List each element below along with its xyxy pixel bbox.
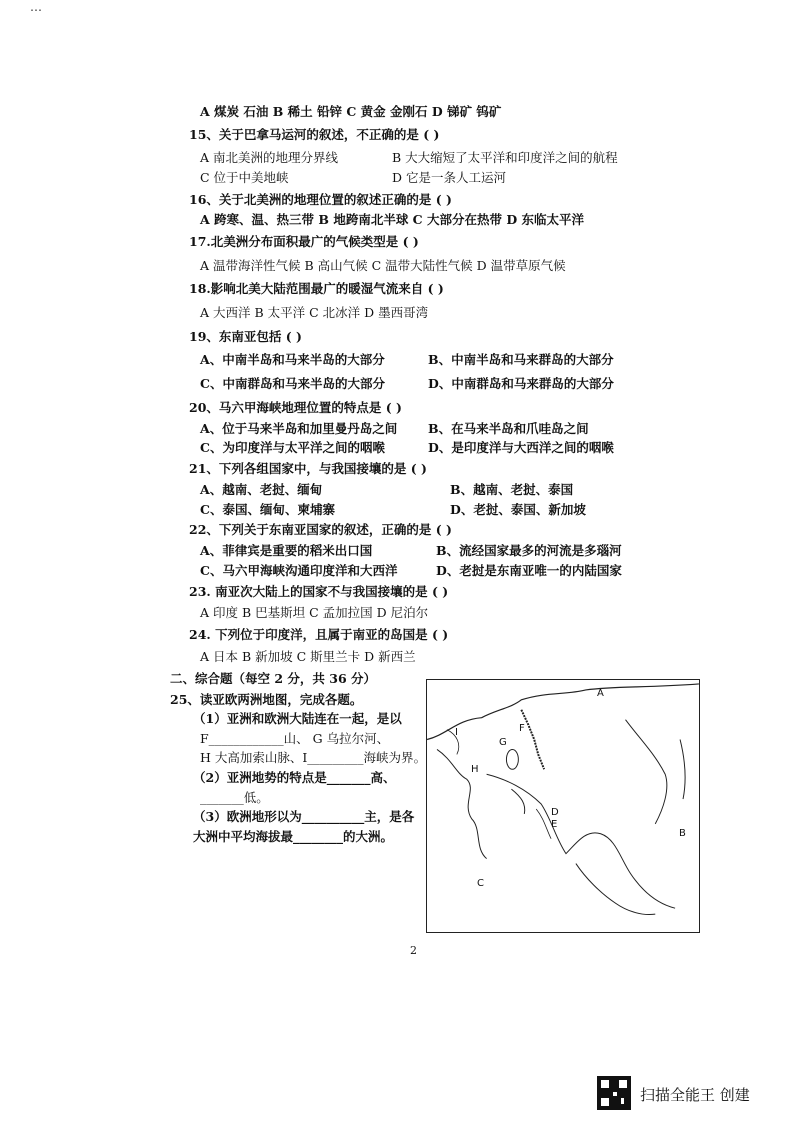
map-label: E (551, 819, 558, 830)
text-line: A 日本 B 新加坡 C 斯里兰卡 D 新西兰 (200, 649, 416, 664)
text-line: 15、关于巴拿马运河的叙述，不正确的是 ( ) (189, 127, 440, 142)
text-line: 17.北美洲分布面积最广的气候类型是 ( ) (189, 234, 419, 249)
text-line: C、中南群岛和马来半岛的大部分 (200, 376, 385, 391)
text-line: A 跨寒、温、热三带 B 地跨南北半球 C 大部分在热带 D 东临太平洋 (200, 212, 585, 227)
map-label: C (477, 878, 484, 889)
text-line: C、为印度洋与太平洋之间的咽喉 (200, 440, 385, 455)
text-line: A 南北美洲的地理分界线 (200, 150, 339, 165)
eurasia-map (426, 679, 700, 933)
text-line: 19、东南亚包括 ( ) (189, 329, 302, 344)
text-line: A、菲律宾是重要的稻米出口国 (200, 543, 373, 558)
text-line: 23. 南亚次大陆上的国家不与我国接壤的是 ( ) (189, 584, 449, 599)
map-label: F (519, 723, 525, 734)
qr-code-icon (597, 1076, 631, 1110)
text-line: A、中南半岛和马来半岛的大部分 (200, 352, 385, 367)
text-line: 大洲中平均海拔最________的大洲。 (193, 829, 394, 844)
text-line: B、越南、老挝、泰国 (450, 482, 574, 497)
scanner-watermark: 扫描全能王 创建 (640, 1086, 750, 1104)
text-line: _______低。 (200, 790, 269, 805)
text-line: D、老挝是东南亚唯一的内陆国家 (436, 563, 622, 578)
map-label: D (551, 807, 559, 818)
text-line: H 大高加索山脉、I_________海峡为界。 (200, 750, 427, 765)
text-line: （2）亚洲地势的特点是_______高、 (193, 770, 396, 785)
header-fragment: … (30, 0, 42, 14)
text-line: D、中南群岛和马来群岛的大部分 (428, 376, 614, 391)
text-line: 16、关于北美洲的地理位置的叙述正确的是 ( ) (189, 192, 452, 207)
text-line: B、中南半岛和马来群岛的大部分 (428, 352, 614, 367)
text-line: 24. 下列位于印度洋，且属于南亚的岛国是 ( ) (189, 627, 449, 642)
text-line: 21、下列各组国家中，与我国接壤的是 ( ) (189, 461, 427, 476)
text-line: C、马六甲海峡沟通印度洋和大西洋 (200, 563, 398, 578)
text-line: A、位于马来半岛和加里曼丹岛之间 (200, 421, 398, 436)
text-line: 25、读亚欧两洲地图，完成各题。 (170, 692, 363, 707)
map-outline-drawing (427, 680, 699, 932)
text-line: B、流经国家最多的河流是多瑙河 (436, 543, 622, 558)
map-label: I (455, 727, 458, 738)
text-line: D、是印度洋与大西洋之间的咽喉 (428, 440, 614, 455)
text-line: A 印度 B 巴基斯坦 C 孟加拉国 D 尼泊尔 (200, 605, 429, 620)
map-label: H (471, 764, 479, 775)
map-label: A (597, 688, 604, 699)
text-line: A 大西洋 B 太平洋 C 北冰洋 D 墨西哥湾 (200, 305, 429, 320)
text-line: （1）亚洲和欧洲大陆连在一起，是以 (193, 711, 402, 726)
text-line: B 大大缩短了太平洋和印度洋之间的航程 (392, 150, 618, 165)
text-line: F____________山、 G 乌拉尔河、 (200, 731, 390, 746)
text-line: A、越南、老挝、缅甸 (200, 482, 323, 497)
text-line: C、泰国、缅甸、柬埔寨 (200, 502, 335, 517)
text-line: C 位于中美地峡 (200, 170, 289, 185)
text-line: A 温带海洋性气候 B 高山气候 C 温带大陆性气候 D 温带草原气候 (200, 258, 566, 273)
text-line: D、老挝、泰国、新加坡 (450, 502, 586, 517)
text-line: 18.影响北美大陆范围最广的暖湿气流来自 ( ) (189, 281, 444, 296)
text-line: B、在马来半岛和爪哇岛之间 (428, 421, 589, 436)
map-label: B (679, 828, 686, 839)
text-line: 二、综合题（每空 2 分，共 36 分） (170, 671, 377, 686)
text-line: A 煤炭 石油 B 稀土 铅锌 C 黄金 金刚石 D 锑矿 钨矿 (200, 104, 502, 119)
text-line: 22、下列关于东南亚国家的叙述，正确的是 ( ) (189, 522, 452, 537)
map-label: G (499, 737, 507, 748)
text-line: （3）欧洲地形以为__________主，是各 (193, 809, 415, 824)
text-line: D 它是一条人工运河 (392, 170, 506, 185)
text-line: 20、马六甲海峡地理位置的特点是 ( ) (189, 400, 402, 415)
page-number: 2 (410, 944, 417, 957)
